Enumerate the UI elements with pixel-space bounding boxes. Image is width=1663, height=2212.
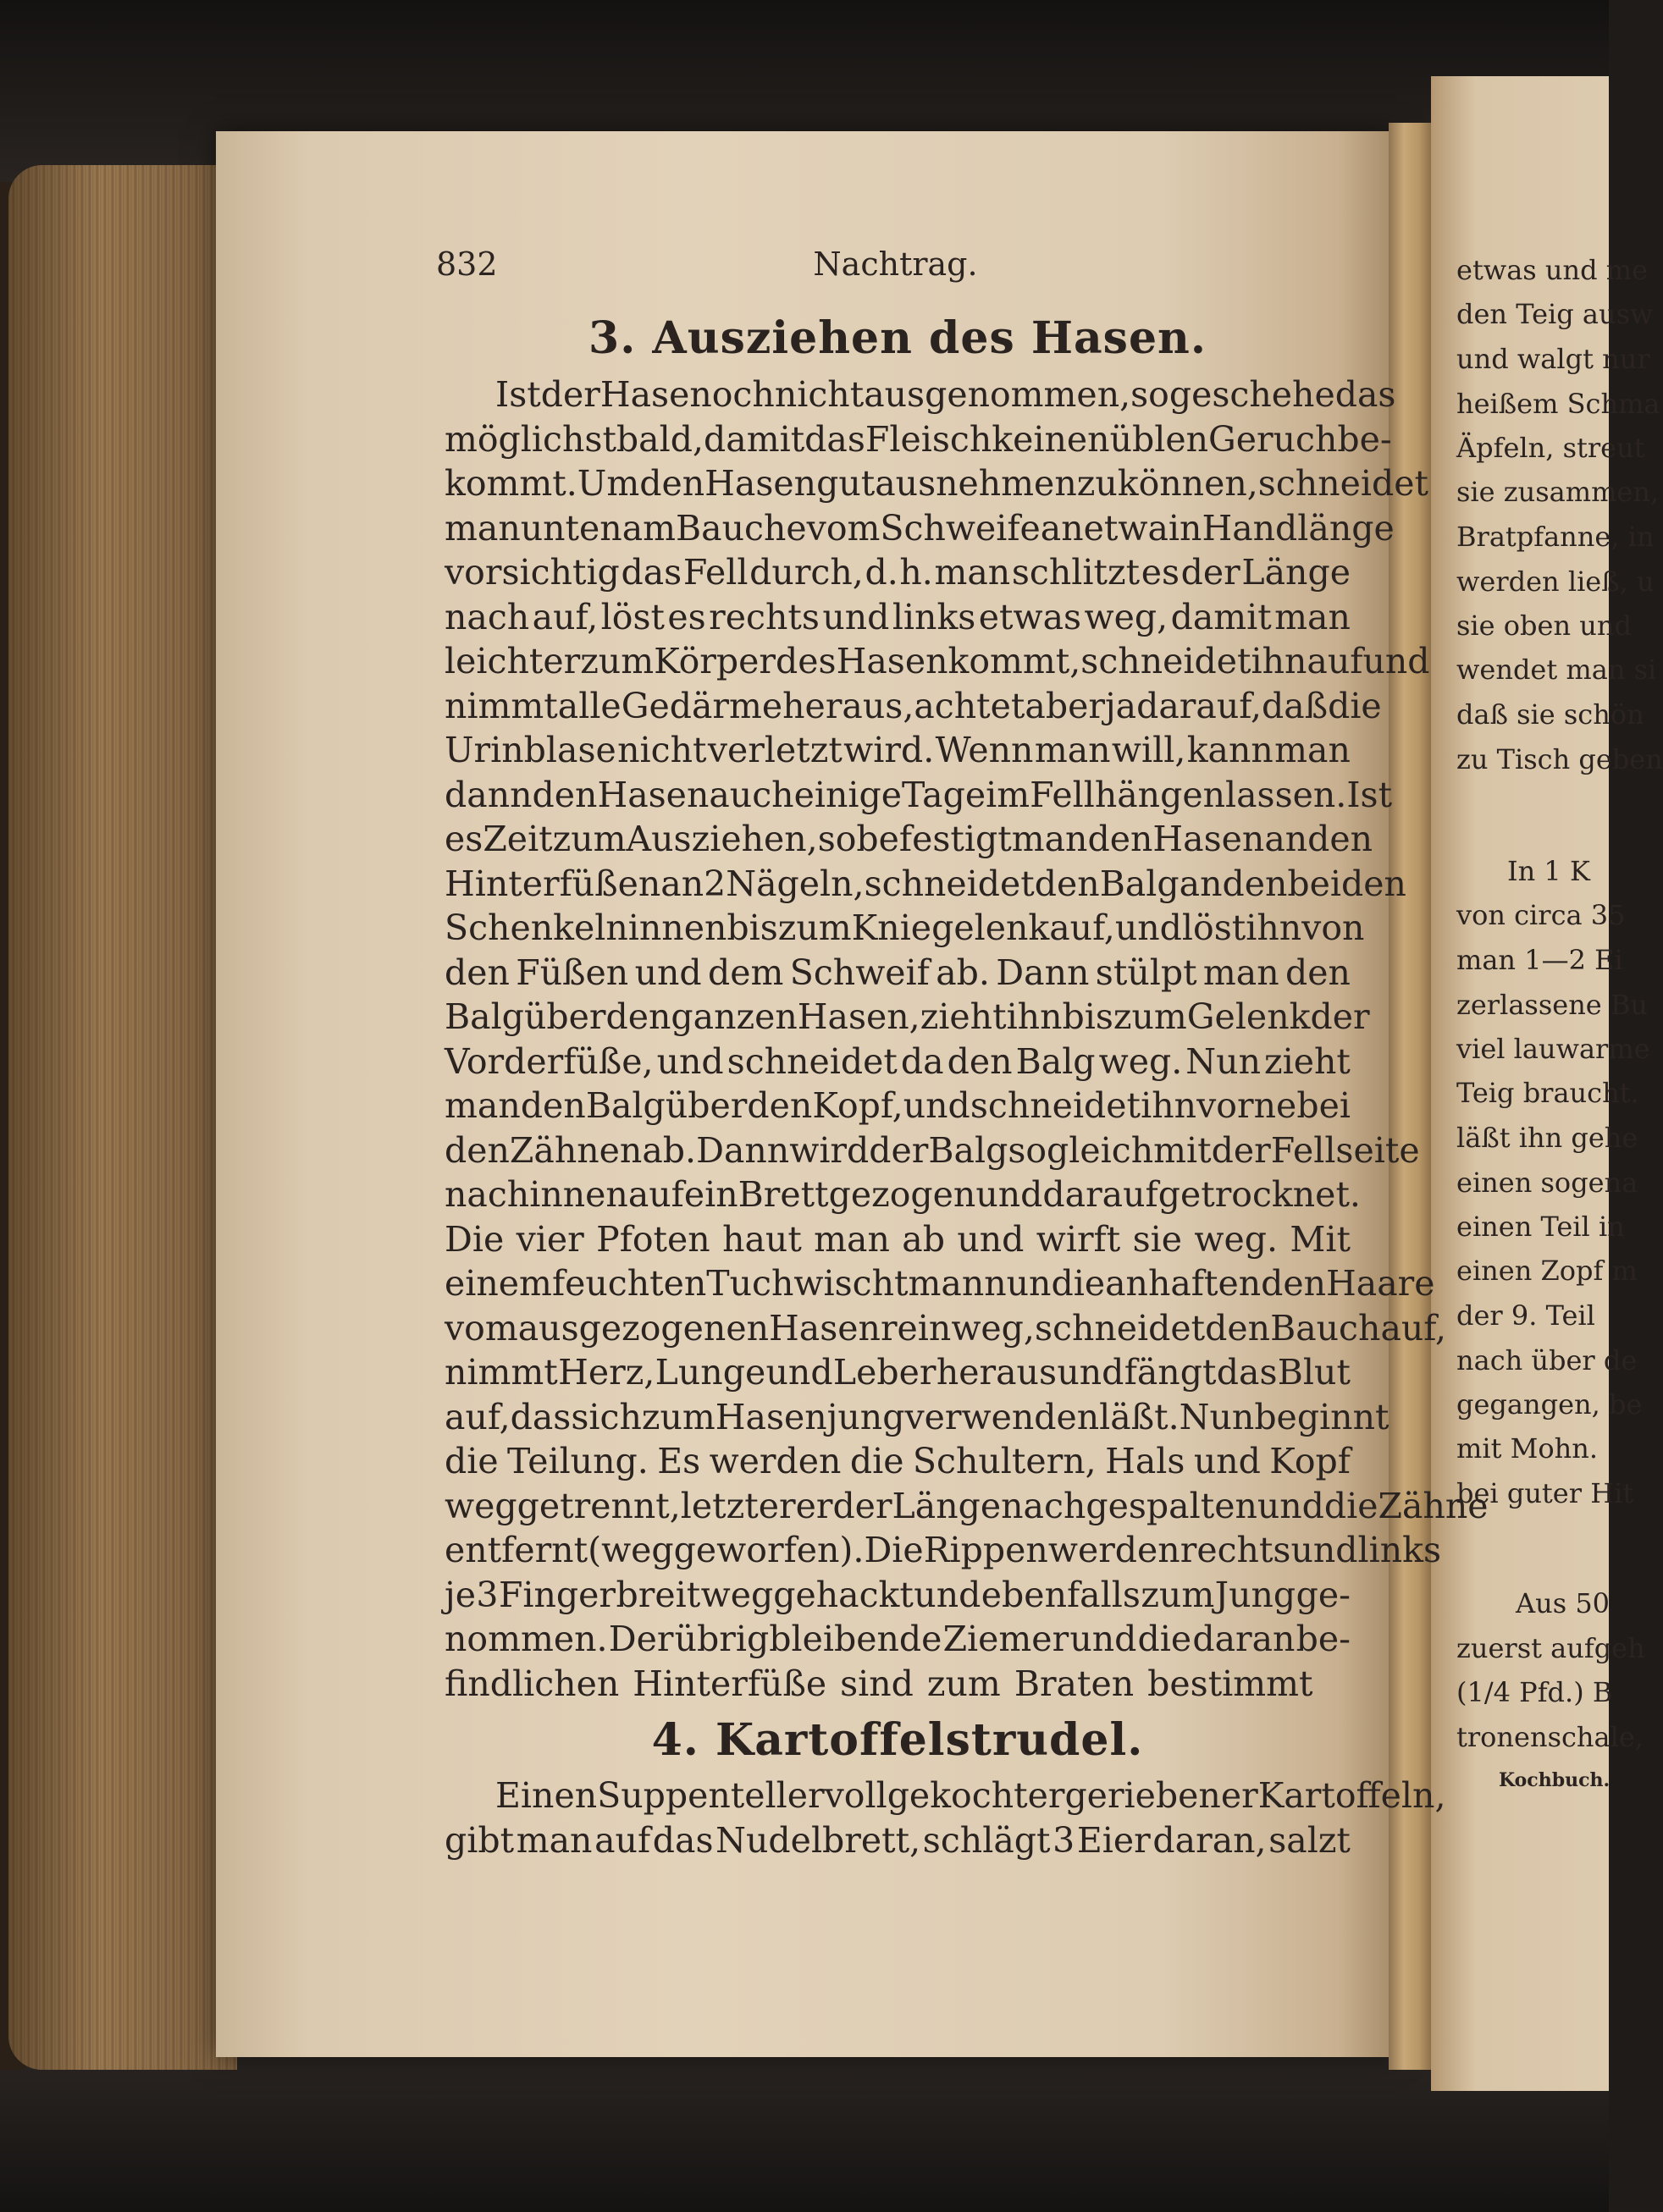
text-line: es Zeit zum Ausziehen, so befestigt man den Hasen an den (445, 819, 1373, 859)
text-line: vorsichtig das Fell durch, d. h. man schlitzt es der Länge (445, 552, 1351, 593)
facing-page-line: etwas und me (1456, 254, 1649, 286)
text-line: möglichst bald, damit das Fleisch keinen üblen Geruch be- (445, 418, 1392, 460)
section-heading: 4. Kartoffelstrudel. (651, 1714, 1144, 1766)
text-line: Vorderfüße, und schneidet da den Balg weg. Nun zieht (445, 1040, 1351, 1082)
facing-page-line: einen Zopf m (1456, 1255, 1638, 1287)
text-line: einem feuchten Tuch wischt man nun die anhaftenden Haare (445, 1263, 1435, 1304)
facing-page-line: Äpfeln, streut (1456, 432, 1645, 464)
facing-page-line: sie zusammen, (1456, 476, 1660, 508)
text-line: nach auf, löst es rechts und links etwas weg, damit man (445, 596, 1351, 637)
facing-page-line: bei guter Hit (1456, 1477, 1634, 1509)
text-line: leichter zum Körper des Hasen kommt, schneidet ihn auf und (445, 641, 1430, 681)
facing-page-line: von circa 35 (1456, 899, 1626, 931)
text-line: Balg über den ganzen Hasen, zieht ihn bis zum Gelenk der (445, 996, 1370, 1037)
facing-page-line: (1/4 Pfd.) B (1456, 1676, 1613, 1708)
text-line: weggetrennt, letzterer der Länge nach gespalten und die Zähne (445, 1485, 1489, 1526)
facing-page-line: läßt ihn gehe (1456, 1122, 1638, 1154)
section-heading: 3. Ausziehen des Hasen. (588, 312, 1207, 364)
facing-page-text (1456, 0, 1663, 1862)
facing-page-line: der 9. Teil (1456, 1299, 1595, 1332)
text-line: Einen Suppenteller voll gekochter geriebener Kartoffeln, (495, 1775, 1446, 1816)
facing-page-line: den Teig ausw (1456, 298, 1654, 330)
text-line: kommt. Um den Hasen gut ausnehmen zu können, schneidet (445, 463, 1428, 504)
text-line: nommen. Der übrigbleibende Ziemer und die daran be- (445, 1619, 1351, 1659)
facing-page-line: tronenschale, (1456, 1721, 1644, 1753)
facing-page-line: zerlassene Bu (1456, 989, 1649, 1021)
facing-page-line: gegangen, be (1456, 1388, 1643, 1420)
text-line: man den Balg über den Kopf, und schneidet ihn vorne bei (445, 1085, 1351, 1126)
running-title: Nachtrag. (813, 245, 978, 283)
facing-page-line: nach über de (1456, 1344, 1638, 1376)
text-line: Die vier Pfoten haut man ab und wirft sie weg. Mit (445, 1218, 1351, 1260)
facing-page-line: einen sogena (1456, 1167, 1638, 1199)
main-text-column (445, 305, 1489, 1862)
text-line: Ist der Hase noch nicht ausgenommen, so geschehe das (495, 374, 1396, 415)
facing-page-line: und walgt nur (1456, 343, 1650, 375)
facing-page-line: einen Teil in (1456, 1211, 1625, 1243)
facing-page-line: In 1 K (1507, 855, 1590, 887)
facing-page-line: Aus 50 (1516, 1587, 1611, 1619)
text-line: die Teilung. Es werden die Schultern, Hals und Kopf (445, 1441, 1351, 1481)
backdrop-bottom (0, 2049, 1609, 2212)
text-line: den Füßen und dem Schweif ab. Dann stülpt man den (445, 952, 1351, 993)
text-line: den Zähnen ab. Dann wird der Balg sogleich mit der Fellseite (445, 1129, 1420, 1171)
facing-page-line: viel lauwarme (1456, 1033, 1650, 1065)
page-block-shade (8, 165, 237, 2070)
text-line: vom ausgezogenen Hasen rein weg, schneidet den Bauch auf, (445, 1307, 1447, 1349)
text-line: nimmt Herz, Lunge und Leber heraus und fängt das Blut (445, 1352, 1351, 1393)
text-line: dann den Hasen auch einige Tage im Fell hängen lassen. Ist (445, 774, 1393, 815)
facing-page-line: daß sie schön (1456, 698, 1644, 731)
text-line: gibt man auf das Nudelbrett, schlägt 3 Eier daran, salzt (445, 1819, 1351, 1861)
facing-page-line: Teig braucht. (1456, 1077, 1639, 1109)
text-line: je 3 Finger breit weggehackt und ebenfalls zum Jung ge- (445, 1574, 1351, 1615)
text-line: entfernt (weggeworfen). Die Rippen werden rechts und links (445, 1530, 1442, 1570)
page-number: 832 (436, 245, 498, 283)
facing-page-line: Bratpfanne, in (1456, 521, 1655, 553)
facing-page-line: heißem Schma (1456, 388, 1660, 420)
facing-page-line: zuerst aufgeh (1456, 1632, 1645, 1664)
text-line: nach innen auf ein Brett gezogen und darauf getrocknet. (445, 1174, 1361, 1215)
facing-page-line: zu Tisch geben (1456, 743, 1663, 775)
text-line: Hinterfüßen an 2 Nägeln, schneidet den Balg an den beiden (445, 863, 1406, 904)
facing-page-line: mit Mohn. (1456, 1432, 1599, 1465)
text-line: auf, das sich zum Hasenjung verwenden läßt. Nun beginnt (445, 1396, 1390, 1437)
text-line: Urinblase nicht verletzt wird. Wenn man will, kann man (445, 730, 1351, 770)
facing-page-line: werden ließ, u (1456, 565, 1655, 598)
facing-page-line: wendet man si (1456, 654, 1657, 686)
text-line: nimmt alle Gedärme heraus, achtet aber ja darauf, daß die (445, 685, 1382, 726)
text-line: findlichen Hinterfüße sind zum Braten bestimmt (445, 1663, 1313, 1704)
facing-page-line: sie oben und (1456, 610, 1632, 642)
text-line: man unten am Bauche vom Schweife an etwa in Handlänge (445, 507, 1395, 549)
facing-page-line: man 1—2 Ei (1456, 944, 1623, 976)
text-line: Schenkeln innen bis zum Kniegelenk auf, und löst ihn von (445, 907, 1365, 948)
facing-page-line: Kochbuch. (1499, 1769, 1611, 1791)
running-head (436, 245, 1355, 288)
